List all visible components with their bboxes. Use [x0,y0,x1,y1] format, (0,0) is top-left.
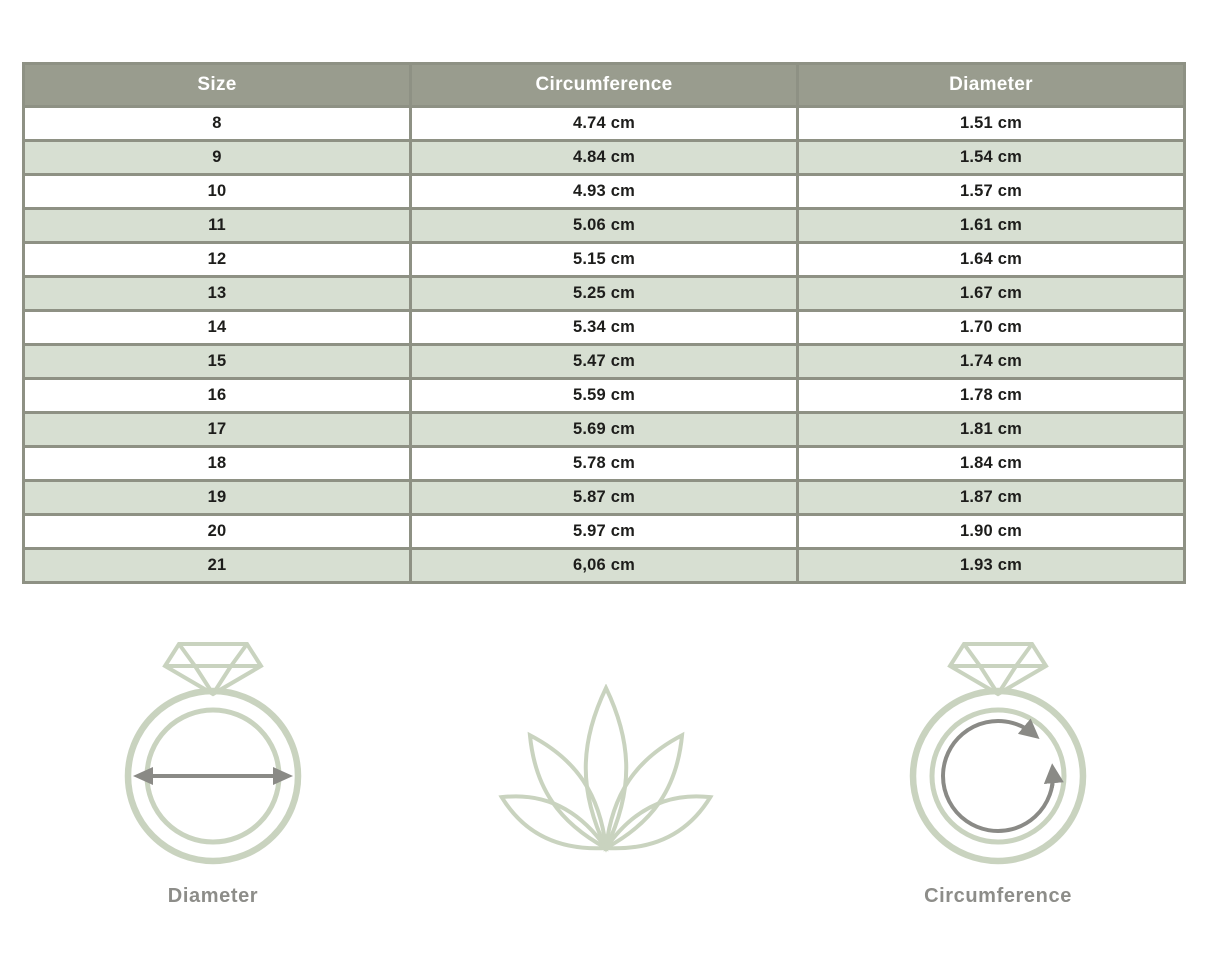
table-row [24,175,1185,209]
table-cell: 4.93 cm [411,175,798,209]
table-header [24,64,1185,107]
table-cell: 5.06 cm [411,209,798,243]
table-cell: 5.47 cm [411,345,798,379]
lotus-icon [486,684,726,859]
table-cell: 6,06 cm [411,549,798,583]
size-table-body [24,107,1185,583]
table-row [24,209,1185,243]
table-row [24,481,1185,515]
table-cell: 12 [24,243,411,277]
table-cell: 21 [24,549,411,583]
table-cell: 1.54 cm [798,141,1185,175]
table-cell: 9 [24,141,411,175]
circumference-figure [898,634,1098,908]
table-cell: 14 [24,311,411,345]
circumference-label: Circumference [924,885,1072,907]
table-cell: 5.59 cm [411,379,798,413]
table-cell: 1.87 cm [798,481,1185,515]
table-cell: 5.15 cm [411,243,798,277]
table-cell: 10 [24,175,411,209]
table-cell: 16 [24,379,411,413]
table-cell: 15 [24,345,411,379]
table-cell: 1.64 cm [798,243,1185,277]
table-row [24,277,1185,311]
table-cell: 1.61 cm [798,209,1185,243]
diameter-label: Diameter [167,885,259,907]
table-row [24,413,1185,447]
table-cell: 1.57 cm [798,175,1185,209]
table-cell: 1.70 cm [798,311,1185,345]
table-row [24,515,1185,549]
table-cell: 1.84 cm [798,447,1185,481]
table-cell: 1.78 cm [798,379,1185,413]
table-cell: 13 [24,277,411,311]
table-cell: 5.78 cm [411,447,798,481]
table-cell: 5.69 cm [411,413,798,447]
table-row [24,345,1185,379]
table-cell: 5.87 cm [411,481,798,515]
table-row [24,107,1185,141]
measurement-illustrations [0,634,1209,908]
table-cell: 19 [24,481,411,515]
table-cell: 1.93 cm [798,549,1185,583]
table-row [24,379,1185,413]
ring-size-table [22,62,1186,584]
table-row [24,549,1185,583]
table-cell: 1.90 cm [798,515,1185,549]
table-cell: 17 [24,413,411,447]
table-cell: 20 [24,515,411,549]
column-header-diameter: Diameter [798,64,1185,107]
table-cell: 8 [24,107,411,141]
column-header-circumference: Circumference [411,64,798,107]
column-header-size: Size [24,64,411,107]
table-row [24,141,1185,175]
diamond-ring-diameter-icon [113,634,313,879]
table-cell: 18 [24,447,411,481]
lotus-figure [486,684,726,859]
table-cell: 11 [24,209,411,243]
table-cell: 5.25 cm [411,277,798,311]
table-cell: 5.34 cm [411,311,798,345]
header-row [24,64,1185,107]
table-row [24,243,1185,277]
table-row [24,447,1185,481]
table-cell: 1.51 cm [798,107,1185,141]
table-cell: 4.74 cm [411,107,798,141]
table-cell: 1.74 cm [798,345,1185,379]
table-cell: 4.84 cm [411,141,798,175]
diamond-ring-circumference-icon [898,634,1098,879]
table-row [24,311,1185,345]
diameter-figure [113,634,313,908]
table-cell: 5.97 cm [411,515,798,549]
table-cell: 1.81 cm [798,413,1185,447]
table-cell: 1.67 cm [798,277,1185,311]
